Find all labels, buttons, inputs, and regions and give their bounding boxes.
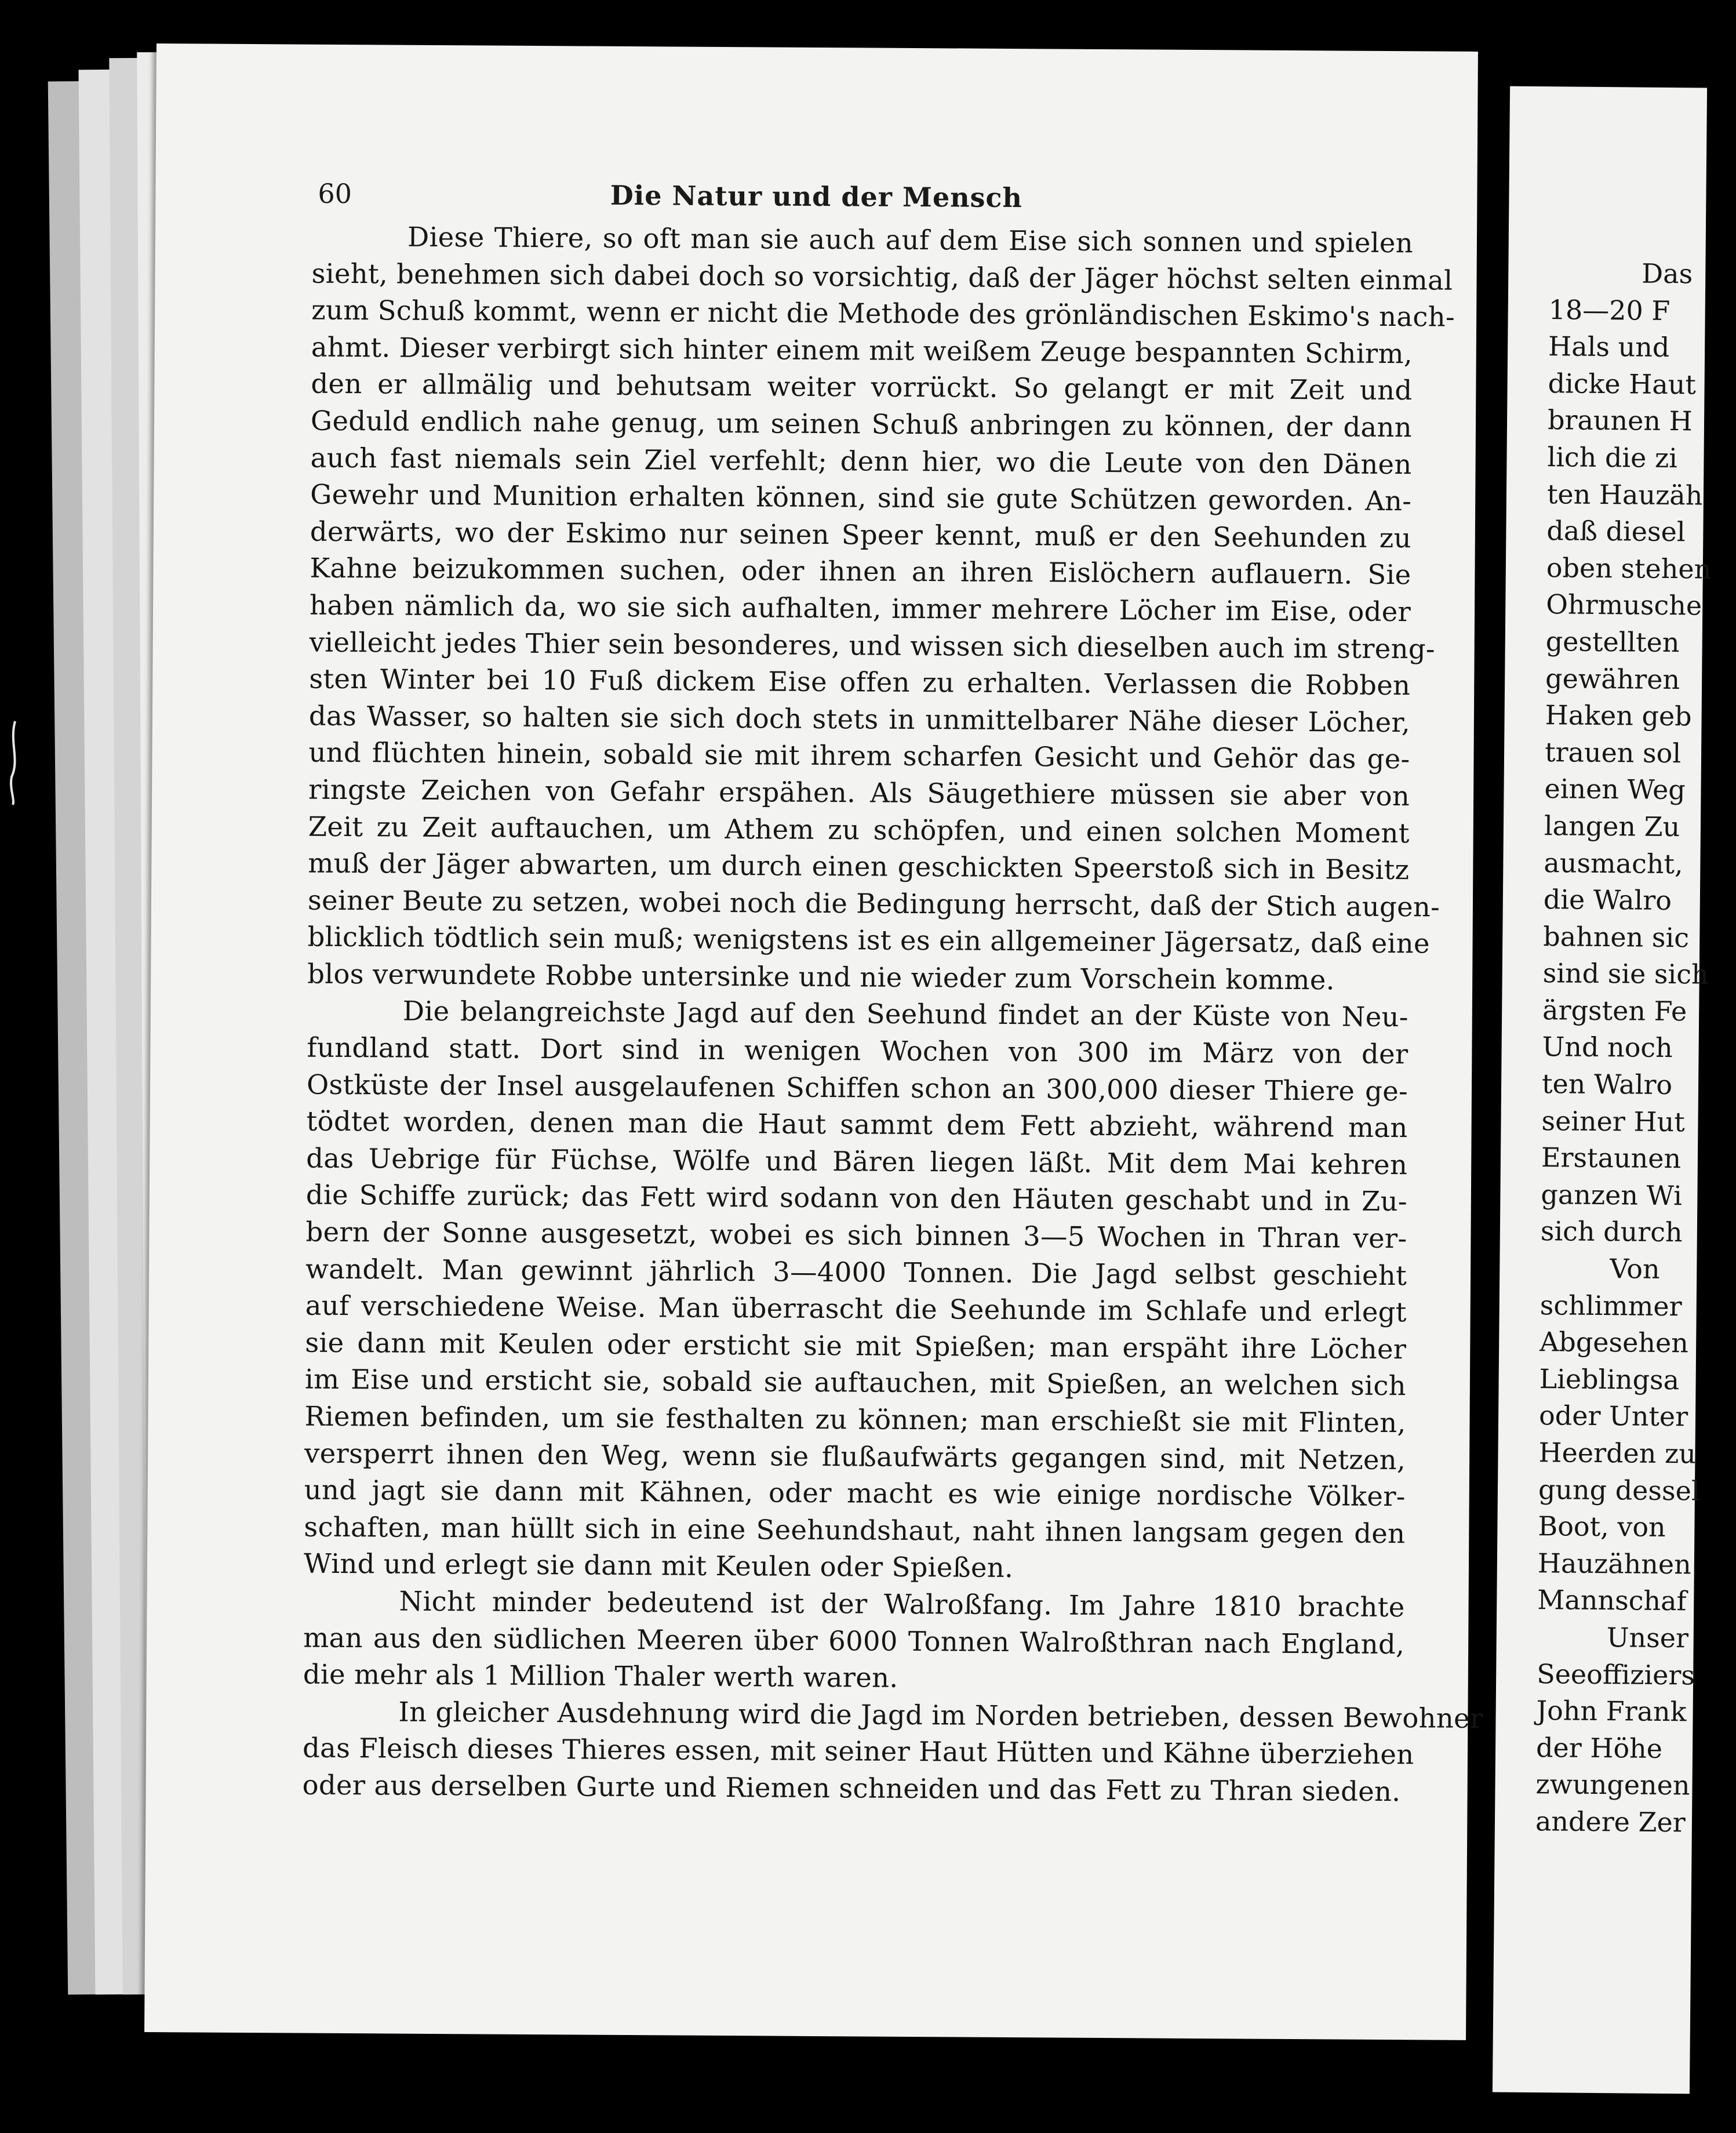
right-text-line: dicke Haut [1548, 367, 1697, 401]
right-text-line: daß diesel [1546, 515, 1686, 548]
text-line: Gewehr und Munition erhalten können, sind sie gute Schützen geworden. An- [310, 478, 1412, 517]
right-text-line: 18—20 F [1548, 293, 1671, 326]
text-line: Zeit zu Zeit auftauchen, um Athem zu schöpfen, und einen solchen Moment [308, 811, 1410, 849]
right-book-page [1493, 86, 1712, 2094]
right-text-line: Boot, von [1538, 1510, 1666, 1543]
text-line: sieht, benehmen sich dabei doch so vorsichtig, daß der Jäger höchst selten einmal [311, 257, 1453, 296]
right-text-line: Und noch [1542, 1031, 1673, 1064]
text-line: Nicht minder bedeutend ist der Walroßfang. Im Jahre 1810 brachte [399, 1585, 1405, 1623]
right-text-line: ten Walro [1541, 1068, 1673, 1101]
right-text-line: sich durch [1540, 1215, 1683, 1248]
text-line: zum Schuß kommt, wenn er nicht die Methode des grönländischen Eskimo's nach- [311, 294, 1455, 333]
right-text-line: Das [1642, 257, 1693, 290]
right-text-line: gestellten [1545, 626, 1680, 659]
text-line: vielleicht jedes Thier sein besonderes, und wissen sich dieselben auch im streng- [309, 626, 1436, 665]
right-text-line: Lieblingsa [1539, 1362, 1680, 1396]
right-text-line: Haken geb [1545, 699, 1692, 732]
text-line: das Wasser, so halten sie sich doch stets in unmittelbarer Nähe dieser Löcher, [308, 700, 1411, 738]
text-line: Geduld endlich nahe genug, um seinen Schuß anbringen zu können, der dann [310, 405, 1413, 444]
right-text-line: zwungenen [1535, 1768, 1690, 1801]
right-text-line: ten Hauzäh [1546, 478, 1703, 511]
text-line: bern der Sonne ausgesetzt, wobei es sich binnen 3—5 Wochen in Thran ver- [305, 1216, 1407, 1255]
right-text-line: der Höhe [1535, 1731, 1663, 1764]
margin-mark [7, 719, 21, 806]
right-text-line: Heerden zu [1538, 1437, 1697, 1470]
right-page-text [1535, 257, 1734, 1841]
text-line: das Uebrige für Füchse, Wölfe und Bären liegen läßt. Mit dem Mai kehren [306, 1142, 1408, 1181]
right-text-line: Ohrmusche [1546, 588, 1702, 622]
right-text-line: Unser [1606, 1622, 1689, 1654]
text-line: im Eise und ersticht sie, sobald sie auftauchen, mit Spießen, an welchen sich [304, 1364, 1407, 1402]
right-text-line: gewähren [1545, 662, 1680, 695]
text-line: man aus den südlichen Meeren über 6000 Tonnen Walroßthran nach England, [303, 1622, 1405, 1660]
right-text-line: seiner Hut [1541, 1104, 1685, 1138]
right-text-line: Hauzähnen [1537, 1547, 1692, 1580]
text-line: und jagt sie dann mit Kähnen, oder macht es wie einige nordische Völker- [304, 1474, 1406, 1513]
right-text-line: Abgesehen [1539, 1326, 1689, 1359]
right-text-line: ganzen Wi [1541, 1178, 1683, 1212]
text-line: fundland statt. Dort sind in wenigen Wochen von 300 im März von der [307, 1031, 1409, 1070]
text-line: das Fleisch dieses Thieres essen, mit seiner Haut Hütten und Kähne überziehen [302, 1732, 1414, 1771]
right-text-line: Von [1610, 1253, 1660, 1285]
right-text-line: braunen H [1547, 404, 1693, 437]
right-text-line: oder Unter [1538, 1400, 1688, 1433]
text-line: blicklich tödtlich sein muß; wenigstens ist es ein allgemeiner Jägersatz, daß eine [307, 921, 1430, 960]
text-line: ahmt. Dieser verbirgt sich hinter einem mit weißem Zeuge bespannten Schirm, [311, 331, 1413, 370]
page-header [155, 177, 1477, 220]
text-line: derwärts, wo der Eskimo nur seinen Speer kennt, muß er den Seehunden zu [310, 515, 1411, 554]
text-line: blos verwundete Robbe untersinke und nie wieder zum Vorschein komme. [307, 958, 1335, 996]
text-line: oder aus derselben Gurte und Riemen schneiden und das Fett zu Thran sieden. [302, 1769, 1401, 1808]
text-line: und flüchten hinein, sobald sie mit ihrem scharfen Gesicht und Gehör das ge- [308, 736, 1410, 775]
text-line: schaften, man hüllt sich in eine Seehundshaut, naht ihnen langsam gegen den [304, 1511, 1406, 1549]
text-line: Ostküste der Insel ausgelaufenen Schiffen schon an 300,000 dieser Thiere ge- [306, 1069, 1409, 1107]
text-line: die mehr als 1 Million Thaler werth waren. [303, 1658, 898, 1694]
right-text-line: die Walro [1543, 884, 1672, 917]
right-text-line: sind sie sich [1542, 957, 1709, 990]
text-line: Kahne beizukommen suchen, oder ihnen an ihren Eislöchern auflauern. Sie [310, 552, 1411, 591]
text-line: tödtet worden, denen man die Haut sammt dem Fett abzieht, während man [306, 1105, 1408, 1144]
right-text-line: ärgsten Fe [1542, 994, 1687, 1027]
right-text-line: lich die zi [1547, 441, 1678, 474]
body-text [302, 219, 1483, 1811]
text-line: sten Winter bei 10 Fuß dickem Eise offen zu erhalten. Verlassen die Robben [309, 663, 1411, 702]
right-text-line: ausmacht, [1544, 846, 1683, 880]
text-line: sie dann mit Keulen oder ersticht sie mit Spießen; man erspäht ihre Löcher [305, 1327, 1407, 1365]
right-text-line: Seeoffiziers [1536, 1658, 1695, 1691]
text-line: muß der Jäger abwarten, um durch einen geschickten Speerstoß sich in Besitz [308, 847, 1410, 886]
text-line: ringste Zeichen von Gefahr erspähen. Als Säugethiere müssen sie aber von [308, 773, 1410, 812]
text-line: auch fast niemals sein Ziel verfehlt; denn hier, wo die Leute von den Dänen [310, 442, 1412, 480]
text-line: In gleicher Ausdehnung wird die Jagd im Norden betrieben, dessen Bewohner [398, 1696, 1483, 1734]
text-line: wandelt. Man gewinnt jährlich 3—4000 Tonnen. Die Jagd selbst geschieht [305, 1253, 1407, 1291]
text-line: haben nämlich da, wo sie sich aufhalten, immer mehrere Löcher im Eise, oder [309, 589, 1411, 628]
right-text-line: Erstaunen [1541, 1142, 1682, 1175]
right-text-line: Mannschaf [1537, 1584, 1687, 1617]
right-text-line: langen Zu [1544, 810, 1680, 843]
text-line: versperrt ihnen den Weg, wenn sie flußaufwärts gegangen sind, mit Netzen, [304, 1437, 1406, 1476]
text-line: Die belangreichste Jagd auf den Seehund findet an der Küste von Neu- [402, 995, 1409, 1033]
right-text-line: gung dessel [1538, 1473, 1700, 1507]
right-text-line: John Frank [1536, 1695, 1687, 1728]
page-number: 60 [318, 177, 352, 210]
right-text-line: Hals und [1548, 330, 1670, 364]
text-line: den er allmälig und behutsam weiter vorrückt. So gelangt er mit Zeit und [311, 368, 1413, 406]
running-head: Die Natur und der Mensch [610, 179, 1023, 214]
right-text-line: oben stehen [1546, 551, 1712, 585]
right-text-line: andere Zer [1535, 1805, 1686, 1838]
text-line: Diese Thiere, so oft man sie auch auf dem Eise sich sonnen und spielen [407, 221, 1414, 259]
text-line: Wind und erlegt sie dann mit Keulen oder Spießen. [303, 1547, 1014, 1584]
right-text-line: einen Weg [1544, 773, 1686, 806]
right-text-line: schlimmer [1540, 1289, 1682, 1322]
text-line: auf verschiedene Weise. Man überrascht die Seehunde im Schlafe und erlegt [305, 1289, 1407, 1328]
right-text-line: bahnen sic [1543, 920, 1690, 954]
left-book-page [144, 43, 1483, 2040]
text-line: seiner Beute zu setzen, wobei noch die Bedingung herrscht, daß der Stich augen- [307, 884, 1440, 923]
text-line: die Schiffe zurück; das Fett wird sodann von den Häuten geschabt und in Zu- [305, 1179, 1408, 1218]
right-text-line: trauen sol [1544, 736, 1682, 769]
text-line: Riemen befinden, um sie festhalten zu können; man erschießt sie mit Flinten, [304, 1400, 1406, 1439]
